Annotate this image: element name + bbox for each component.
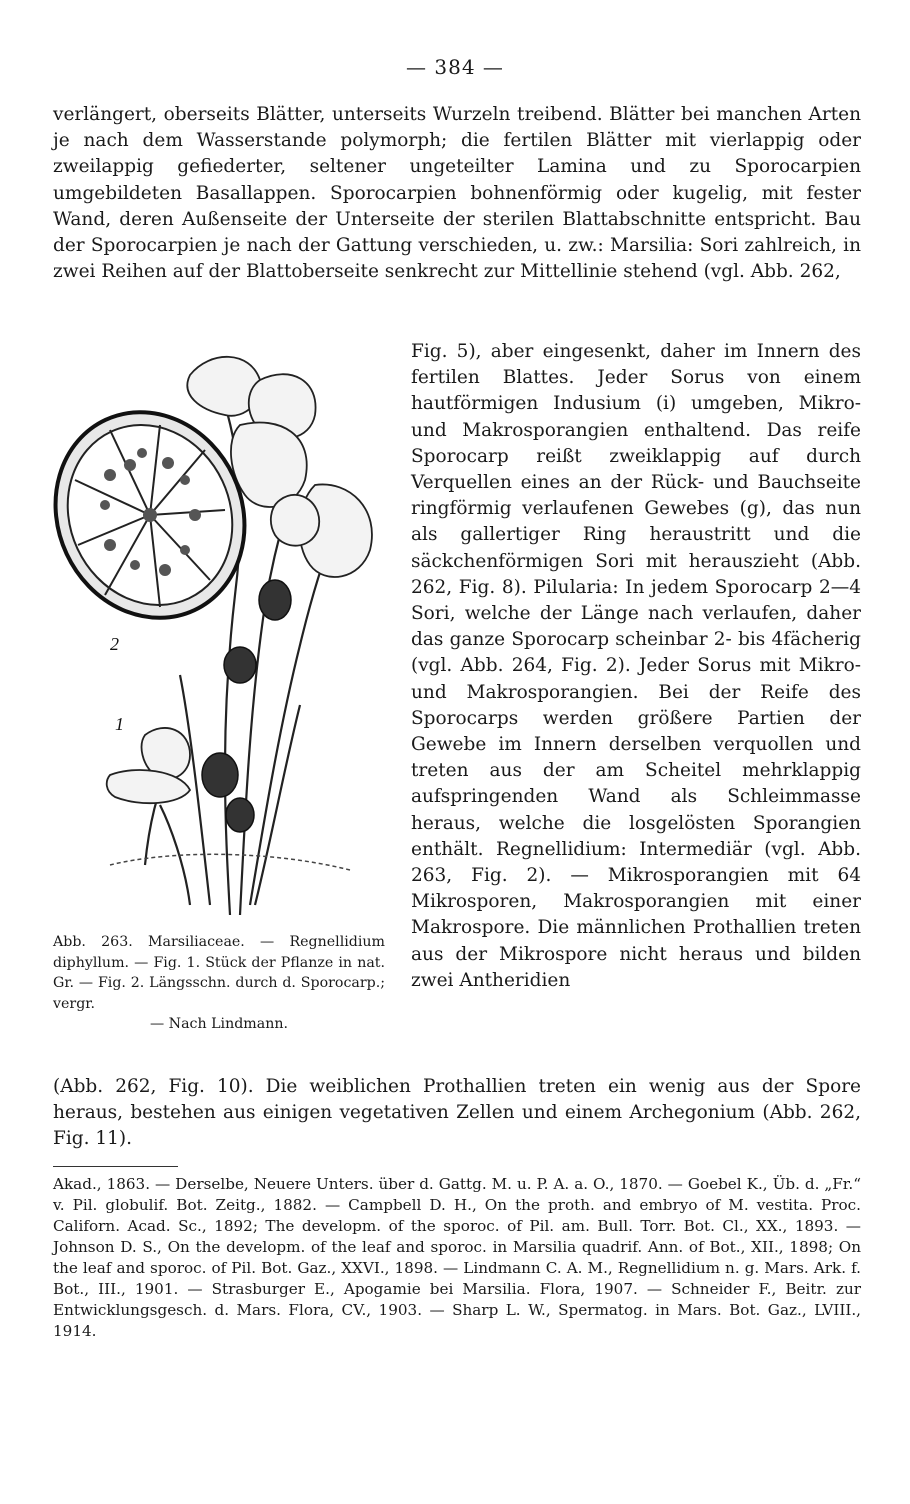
footnote-rule bbox=[53, 1166, 178, 1167]
fig2-label: 2 bbox=[110, 634, 119, 654]
plant-illustration bbox=[50, 345, 390, 925]
figure-caption bbox=[53, 932, 385, 1035]
fig1-label: 1 bbox=[115, 714, 124, 734]
figure-regnellidium bbox=[50, 345, 390, 925]
page-number: — 384 — bbox=[406, 55, 504, 79]
body-paragraph-side: Fig. 5), aber eingesenkt, daher im Innern des fertilen Blattes. Jeder Sorus von einem hautförmigen Indusium (i) umgeben, Mikro- und Makrosporangien enthaltend. Das reife Sporocarp reißt zweiklappig auf durch Verquellen eines an der Rück- und Bauchseite ringförmig verlaufenen Gewebes (g), das nun als gallertiger Ring heraustritt und die säckchenförmigen Sori mit herauszieht (Abb. 262, Fig. 8). Pilularia: In jedem Sporocarp 2—4 Sori, welche der Länge nach verlaufen, daher das ganze Sporocarp scheinbar 2- bis 4fächerig (vgl. Abb. 264, Fig. 2). Jeder Sorus mit Mikro- und Makrosporangien. Bei der Reife des Sporocarps werden größere Partien der Gewebe im Innern derselben verquollen und treten aus der am Scheitel mehrklappig aufspringenden Wand als Schleimmasse heraus, welche die losgelösten Sporangien enthält. Regnellidium: Intermediär (vgl. Abb. 263, Fig. 2). — Mikrosporangien mit 64 Mikrosporen, Makrosporangien mit einer Makrospore. Die männlichen Prothallien treten aus der Mikrospore nicht heraus und bilden zwei Antheridien bbox=[411, 341, 861, 991]
body-paragraph-bottom: (Abb. 262, Fig. 10). Die weiblichen Prothallien treten ein wenig aus der Spore heraus, bestehen aus einigen vegetativen Zellen und einem Archegonium (Abb. 262, Fig. 11). bbox=[53, 1076, 861, 1150]
figure-caption-text: Abb. 263. Marsiliaceae. — Regnellidium diphyllum. — Fig. 1. Stück der Pflanze in nat. Gr. — Fig. 2. Längsschn. durch d. Sporocarp.; vergr. bbox=[53, 934, 385, 1012]
figure-caption-source: — Nach Lindmann. bbox=[149, 1016, 289, 1032]
sporocarp-section bbox=[50, 381, 278, 649]
body-paragraph-top: verlängert, oberseits Blätter, unterseits Wurzeln treibend. Blätter bei manchen Arten je nach dem Wasserstande polymorph; die fertilen Blätter mit vierlappig oder zweilappig gefiederter, seltener ungeteilter Lamina und zu Sporocarpien umgebildeten Basallappen. Sporocarpien bohnenförmig oder kugelig, mit fester Wand, deren Außenseite der Unterseite der sterilen Blattabschnitte entspricht. Bau der Sporocarpien je nach der Gattung verschieden, u. zw.: Marsilia: Sori zahlreich, in zwei Reihen auf der Blattoberseite senkrecht zur Mittellinie stehend (vgl. Abb. 262, bbox=[53, 104, 861, 283]
references: Akad., 1863. — Derselbe, Neuere Unters. über d. Gattg. M. u. P. A. a. O., 1870. — Goebel K., Üb. d. „Fr.“ v. Pil. globulif. Bot. Zeitg., 1882. — Campbell D. H., On the proth. and embryo of M. vestita. Proc. Californ. Acad. Sc., 1892; The developm. of the sporoc. of Pil. am. Bull. Torr. Bot. Cl., XX., 1893. — Johnson D. S., On the developm. of the leaf and sporoc. in Marsilia quadrif. Ann. of Bot., XII., 1898; On the leaf and sporoc. of Pil. Bot. Gaz., XXVI., 1898. — Lindmann C. A. M., Regnellidium n. g. Mars. Ark. f. Bot., III., 1901. — Strasburger E., Apogamie bei Marsilia. Flora, 1907. — Schneider F., Beitr. zur Entwicklungsgesch. d. Mars. Flora, CV., 1903. — Sharp L. W., Spermatog. in Mars. Bot. Gaz., LVIII., 1914. bbox=[53, 1175, 861, 1340]
